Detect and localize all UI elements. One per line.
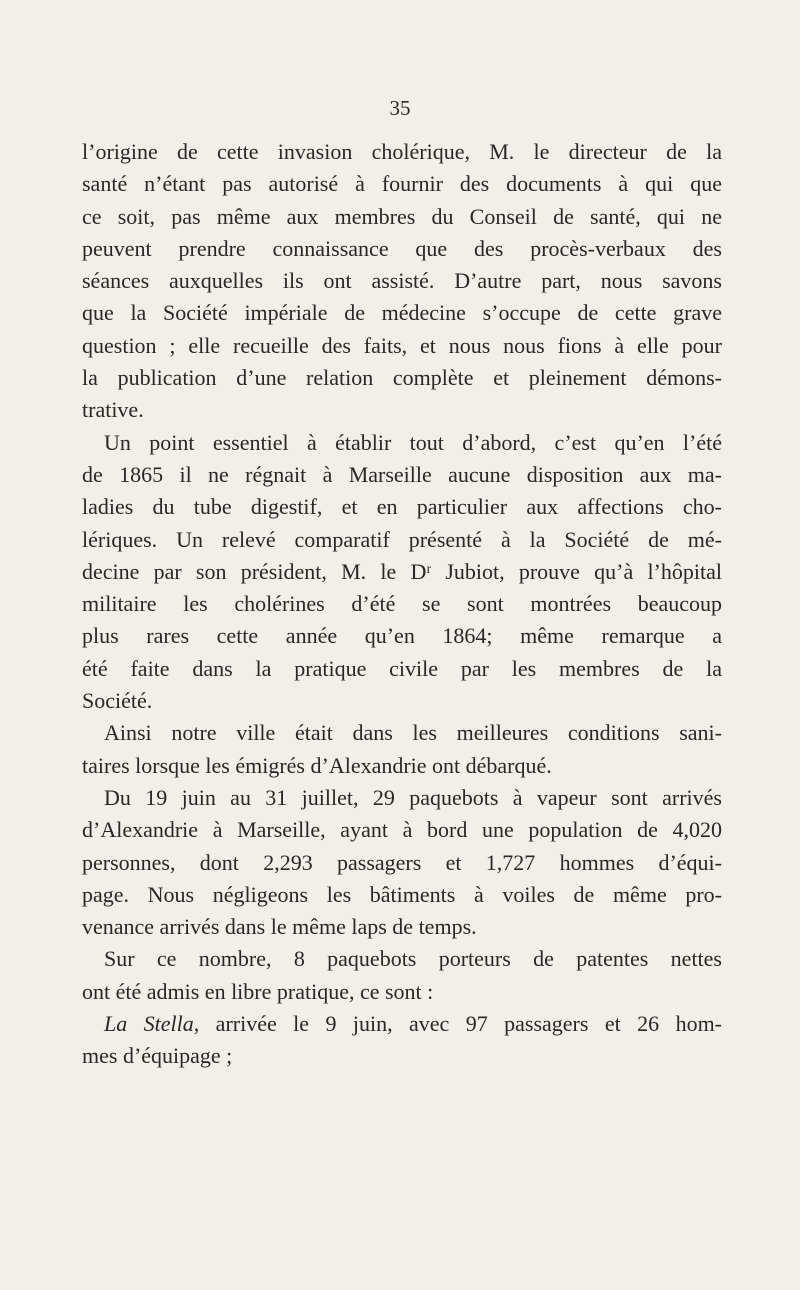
text-line: question ; elle recueille des faits, et nous nous fions à elle pour — [82, 332, 722, 358]
text-line: que la Société impériale de médecine s’occupe de cette grave — [82, 300, 722, 326]
text-line: mes d’équipage ; — [82, 1043, 233, 1069]
text-line: ladies du tube digestif, et en particulier aux affections cho- — [82, 494, 722, 520]
body-text — [82, 136, 722, 1073]
text-line: taires lorsque les émigrés d’Alexandrie ont débarqué. — [82, 752, 552, 778]
text-line: ont été admis en libre pratique, ce sont : — [82, 978, 434, 1004]
text-line: Sur ce nombre, 8 paquebots porteurs de patentes nettes — [104, 946, 722, 972]
ship-name: La Stella — [104, 1011, 194, 1037]
text-line: d’Alexandrie à Marseille, ayant à bord une population de 4,020 — [82, 817, 722, 843]
text-line: santé n’étant pas autorisé à fournir des documents à qui que — [82, 171, 722, 197]
text-line: Ainsi notre ville était dans les meilleures conditions sani- — [104, 720, 722, 746]
text-line: Société. — [82, 688, 153, 714]
text-line: trative. — [82, 397, 144, 423]
text-line: decine par son président, M. le Dʳ Jubiot, prouve qu’à l’hôpital — [82, 558, 722, 584]
text-line: la publication d’une relation complète et pleinement démons- — [82, 365, 722, 391]
text-line: Un point essentiel à établir tout d’abord, c’est qu’en l’été — [104, 429, 722, 455]
text-line: séances auxquelles ils ont assisté. D’autre part, nous savons — [82, 268, 722, 294]
text-line-rest: , arrivée le 9 juin, avec 97 passagers et 26 hom- — [193, 1011, 722, 1037]
text-line: Du 19 juin au 31 juillet, 29 paquebots à vapeur sont arrivés — [104, 784, 722, 810]
text-line: lériques. Un relevé comparatif présenté à la Société de mé- — [82, 526, 722, 552]
text-line: militaire les cholérines d’été se sont montrées beaucoup — [82, 591, 722, 617]
text-line: plus rares cette année qu’en 1864; même remarque a — [82, 623, 722, 649]
text-line: ce soit, pas même aux membres du Conseil de santé, qui ne — [82, 203, 722, 229]
text-line: page. Nous négligeons les bâtiments à voiles de même pro- — [82, 881, 722, 907]
page-number: 35 — [389, 96, 411, 120]
text-line — [82, 1008, 722, 1040]
text-line: été faite dans la pratique civile par les membres de la — [82, 655, 722, 681]
text-line: l’origine de cette invasion cholérique, M. le directeur de la — [82, 139, 722, 164]
text-line: personnes, dont 2,293 passagers et 1,727 hommes d’équi- — [82, 849, 722, 875]
text-line: venance arrivés dans le même laps de temps. — [82, 914, 477, 940]
text-line: de 1865 il ne régnait à Marseille aucune disposition aux ma- — [82, 461, 722, 487]
text-line: peuvent prendre connaissance que des procès-verbaux des — [82, 235, 722, 261]
